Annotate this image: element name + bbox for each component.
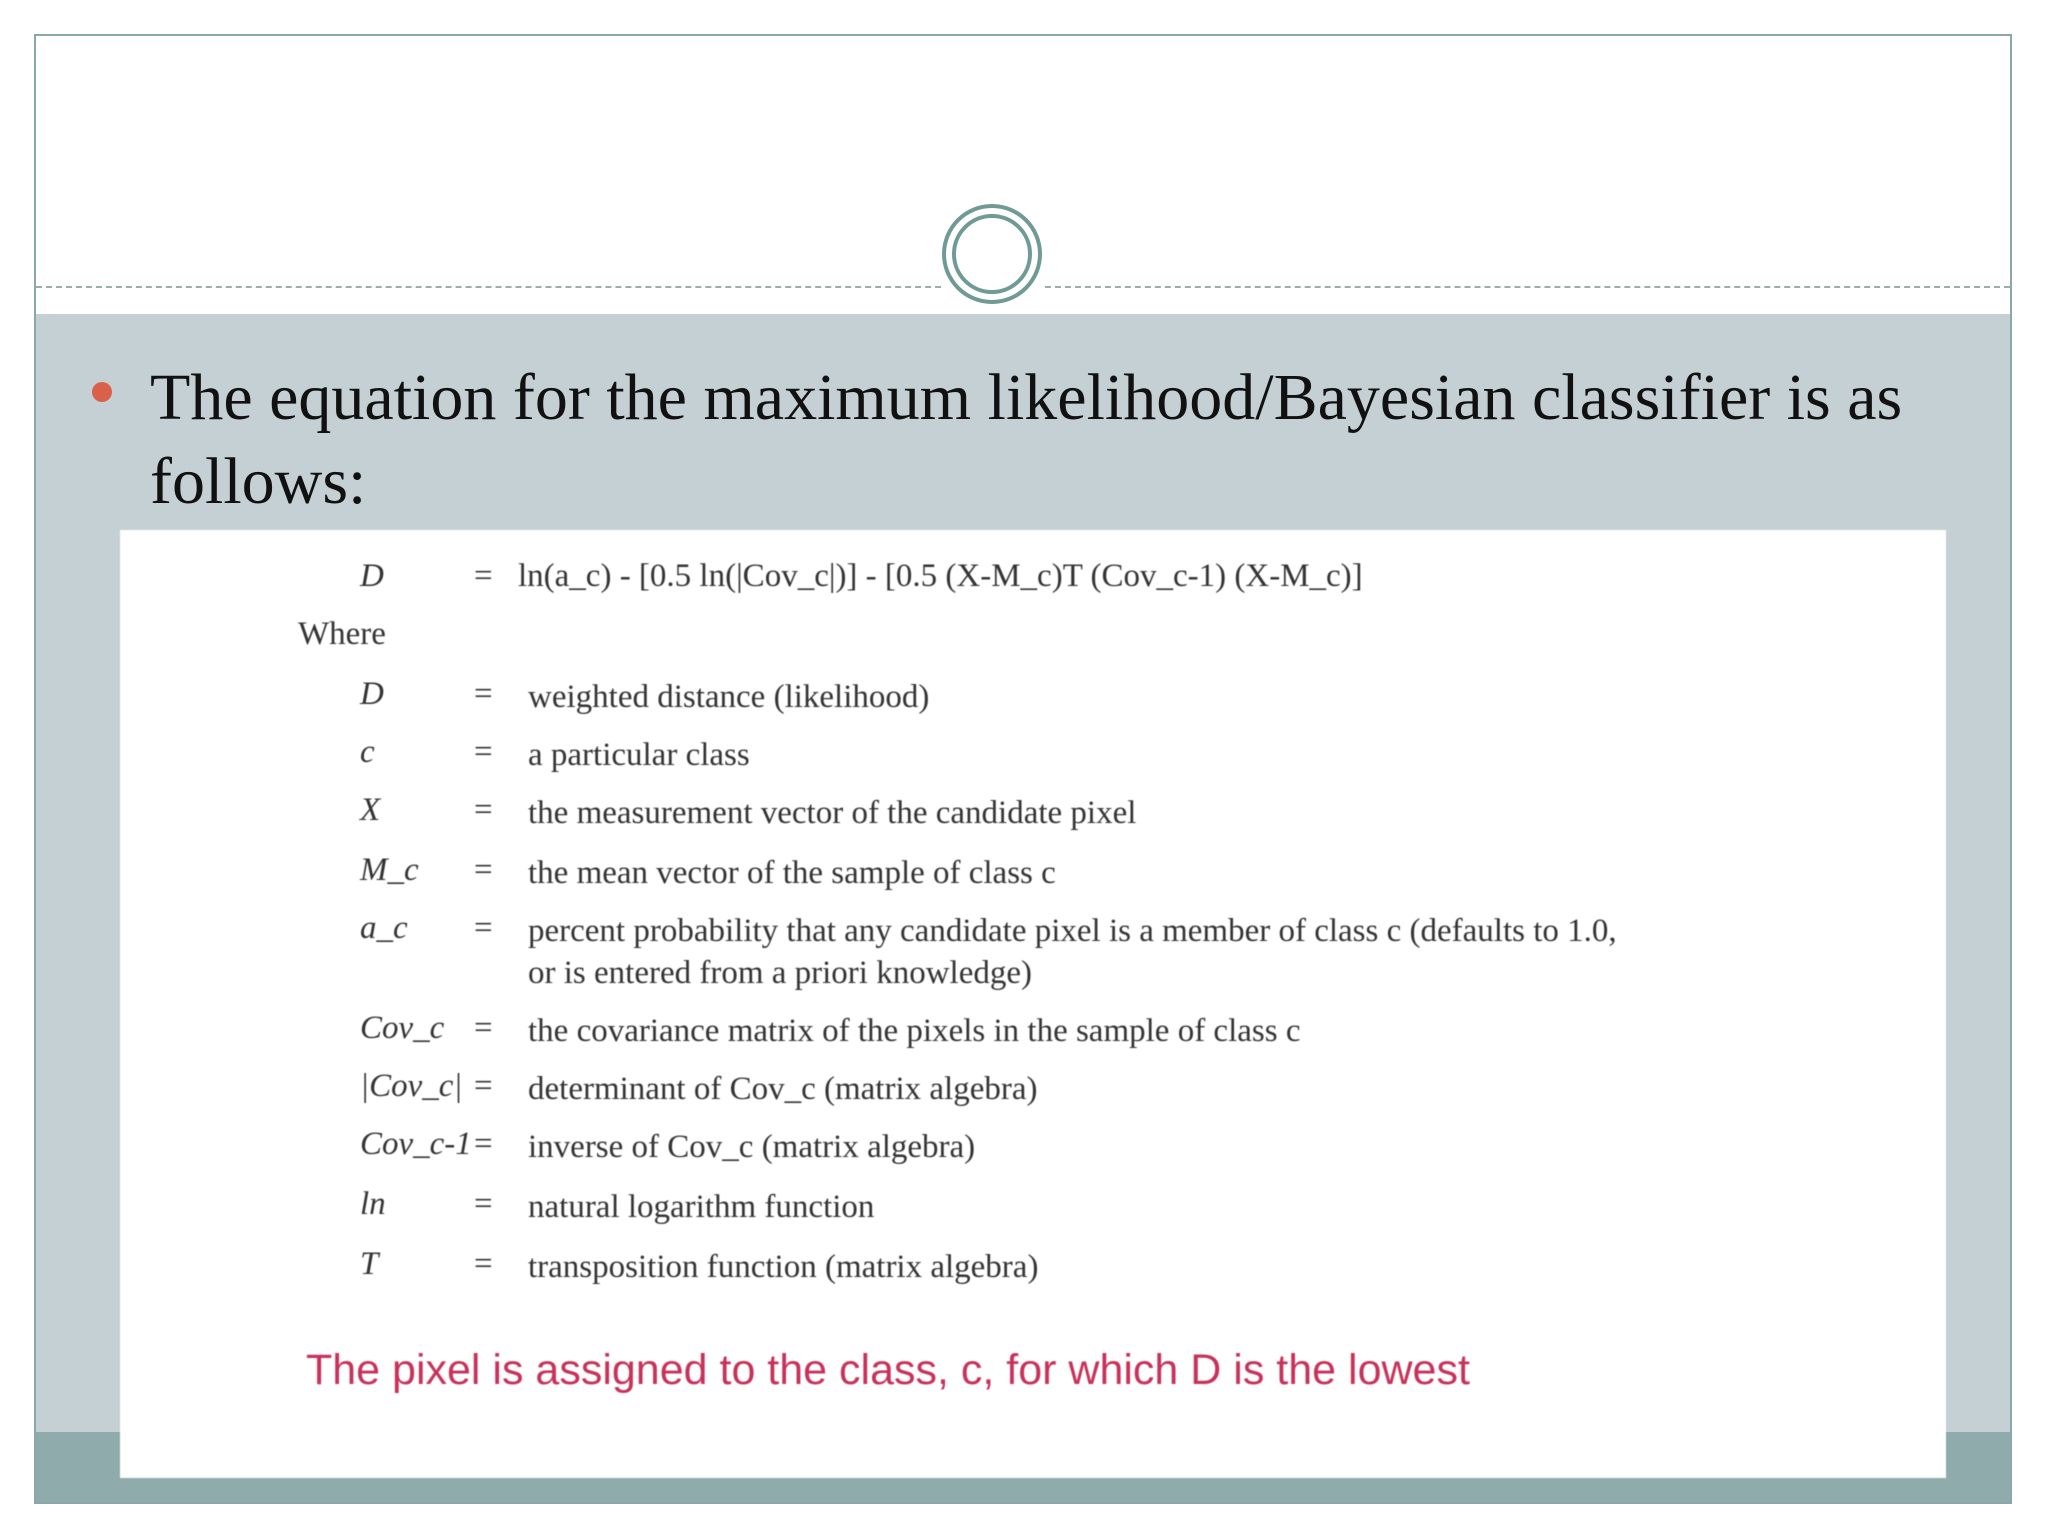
- definition-description: transposition function (matrix algebra): [528, 1249, 1039, 1285]
- definition-description: percent probability that any candidate pixel is a member of class c (defaults to 1.0, or is entered from a priori knowledge): [528, 913, 1617, 991]
- definition-description: the covariance matrix of the pixels in the sample of class c: [528, 1013, 1301, 1049]
- definition-description: natural logarithm function: [528, 1189, 875, 1225]
- definition-equals: =: [474, 1186, 493, 1222]
- definition-symbol: D: [360, 676, 384, 712]
- definition-equals: =: [474, 852, 493, 888]
- definition-symbol: |Cov_c|: [360, 1068, 463, 1104]
- definition-symbol: M_c: [360, 852, 419, 888]
- definition-symbol: c: [360, 734, 375, 770]
- definition-equals: =: [474, 792, 493, 828]
- definition-symbol: Cov_c: [360, 1010, 445, 1046]
- main-equation-equals: =: [474, 558, 493, 594]
- definition-symbol: a_c: [360, 910, 408, 946]
- bullet-dot-icon: [92, 382, 112, 402]
- definition-description: determinant of Cov_c (matrix algebra): [528, 1071, 1038, 1107]
- where-label: Where: [298, 616, 386, 652]
- main-equation-expression: ln(a_c) - [0.5 ln(|Cov_c|)] - [0.5 (X-M_c)T (Cov_c-1) (X-M_c)]: [518, 558, 1363, 594]
- conclusion-text: The pixel is assigned to the class, c, for which D is the lowest: [306, 1346, 1470, 1394]
- main-equation-symbol: D: [360, 558, 384, 594]
- definition-equals: =: [474, 1010, 493, 1046]
- definition-description: weighted distance (likelihood): [528, 679, 930, 715]
- definition-symbol: T: [360, 1246, 379, 1282]
- definition-symbol: Cov_c-1: [360, 1126, 472, 1162]
- definition-equals: =: [474, 676, 493, 712]
- definition-equals: =: [474, 1068, 493, 1104]
- equation-image: [120, 530, 1946, 1478]
- definition-description: the mean vector of the sample of class c: [528, 855, 1056, 891]
- definition-description: the measurement vector of the candidate pixel: [528, 795, 1137, 831]
- definition-equals: =: [474, 1246, 493, 1282]
- decorative-ring-icon: [932, 194, 1052, 314]
- definition-equals: =: [474, 910, 493, 946]
- definition-equals: =: [474, 1126, 493, 1162]
- definition-equals: =: [474, 734, 493, 770]
- definition-symbol: X: [360, 792, 381, 828]
- definition-symbol: ln: [360, 1186, 386, 1222]
- definition-description: a particular class: [528, 737, 750, 773]
- bullet-text: The equation for the maximum likelihood/Bayesian classifier is as follows:: [150, 361, 1903, 518]
- definition-description: inverse of Cov_c (matrix algebra): [528, 1129, 976, 1165]
